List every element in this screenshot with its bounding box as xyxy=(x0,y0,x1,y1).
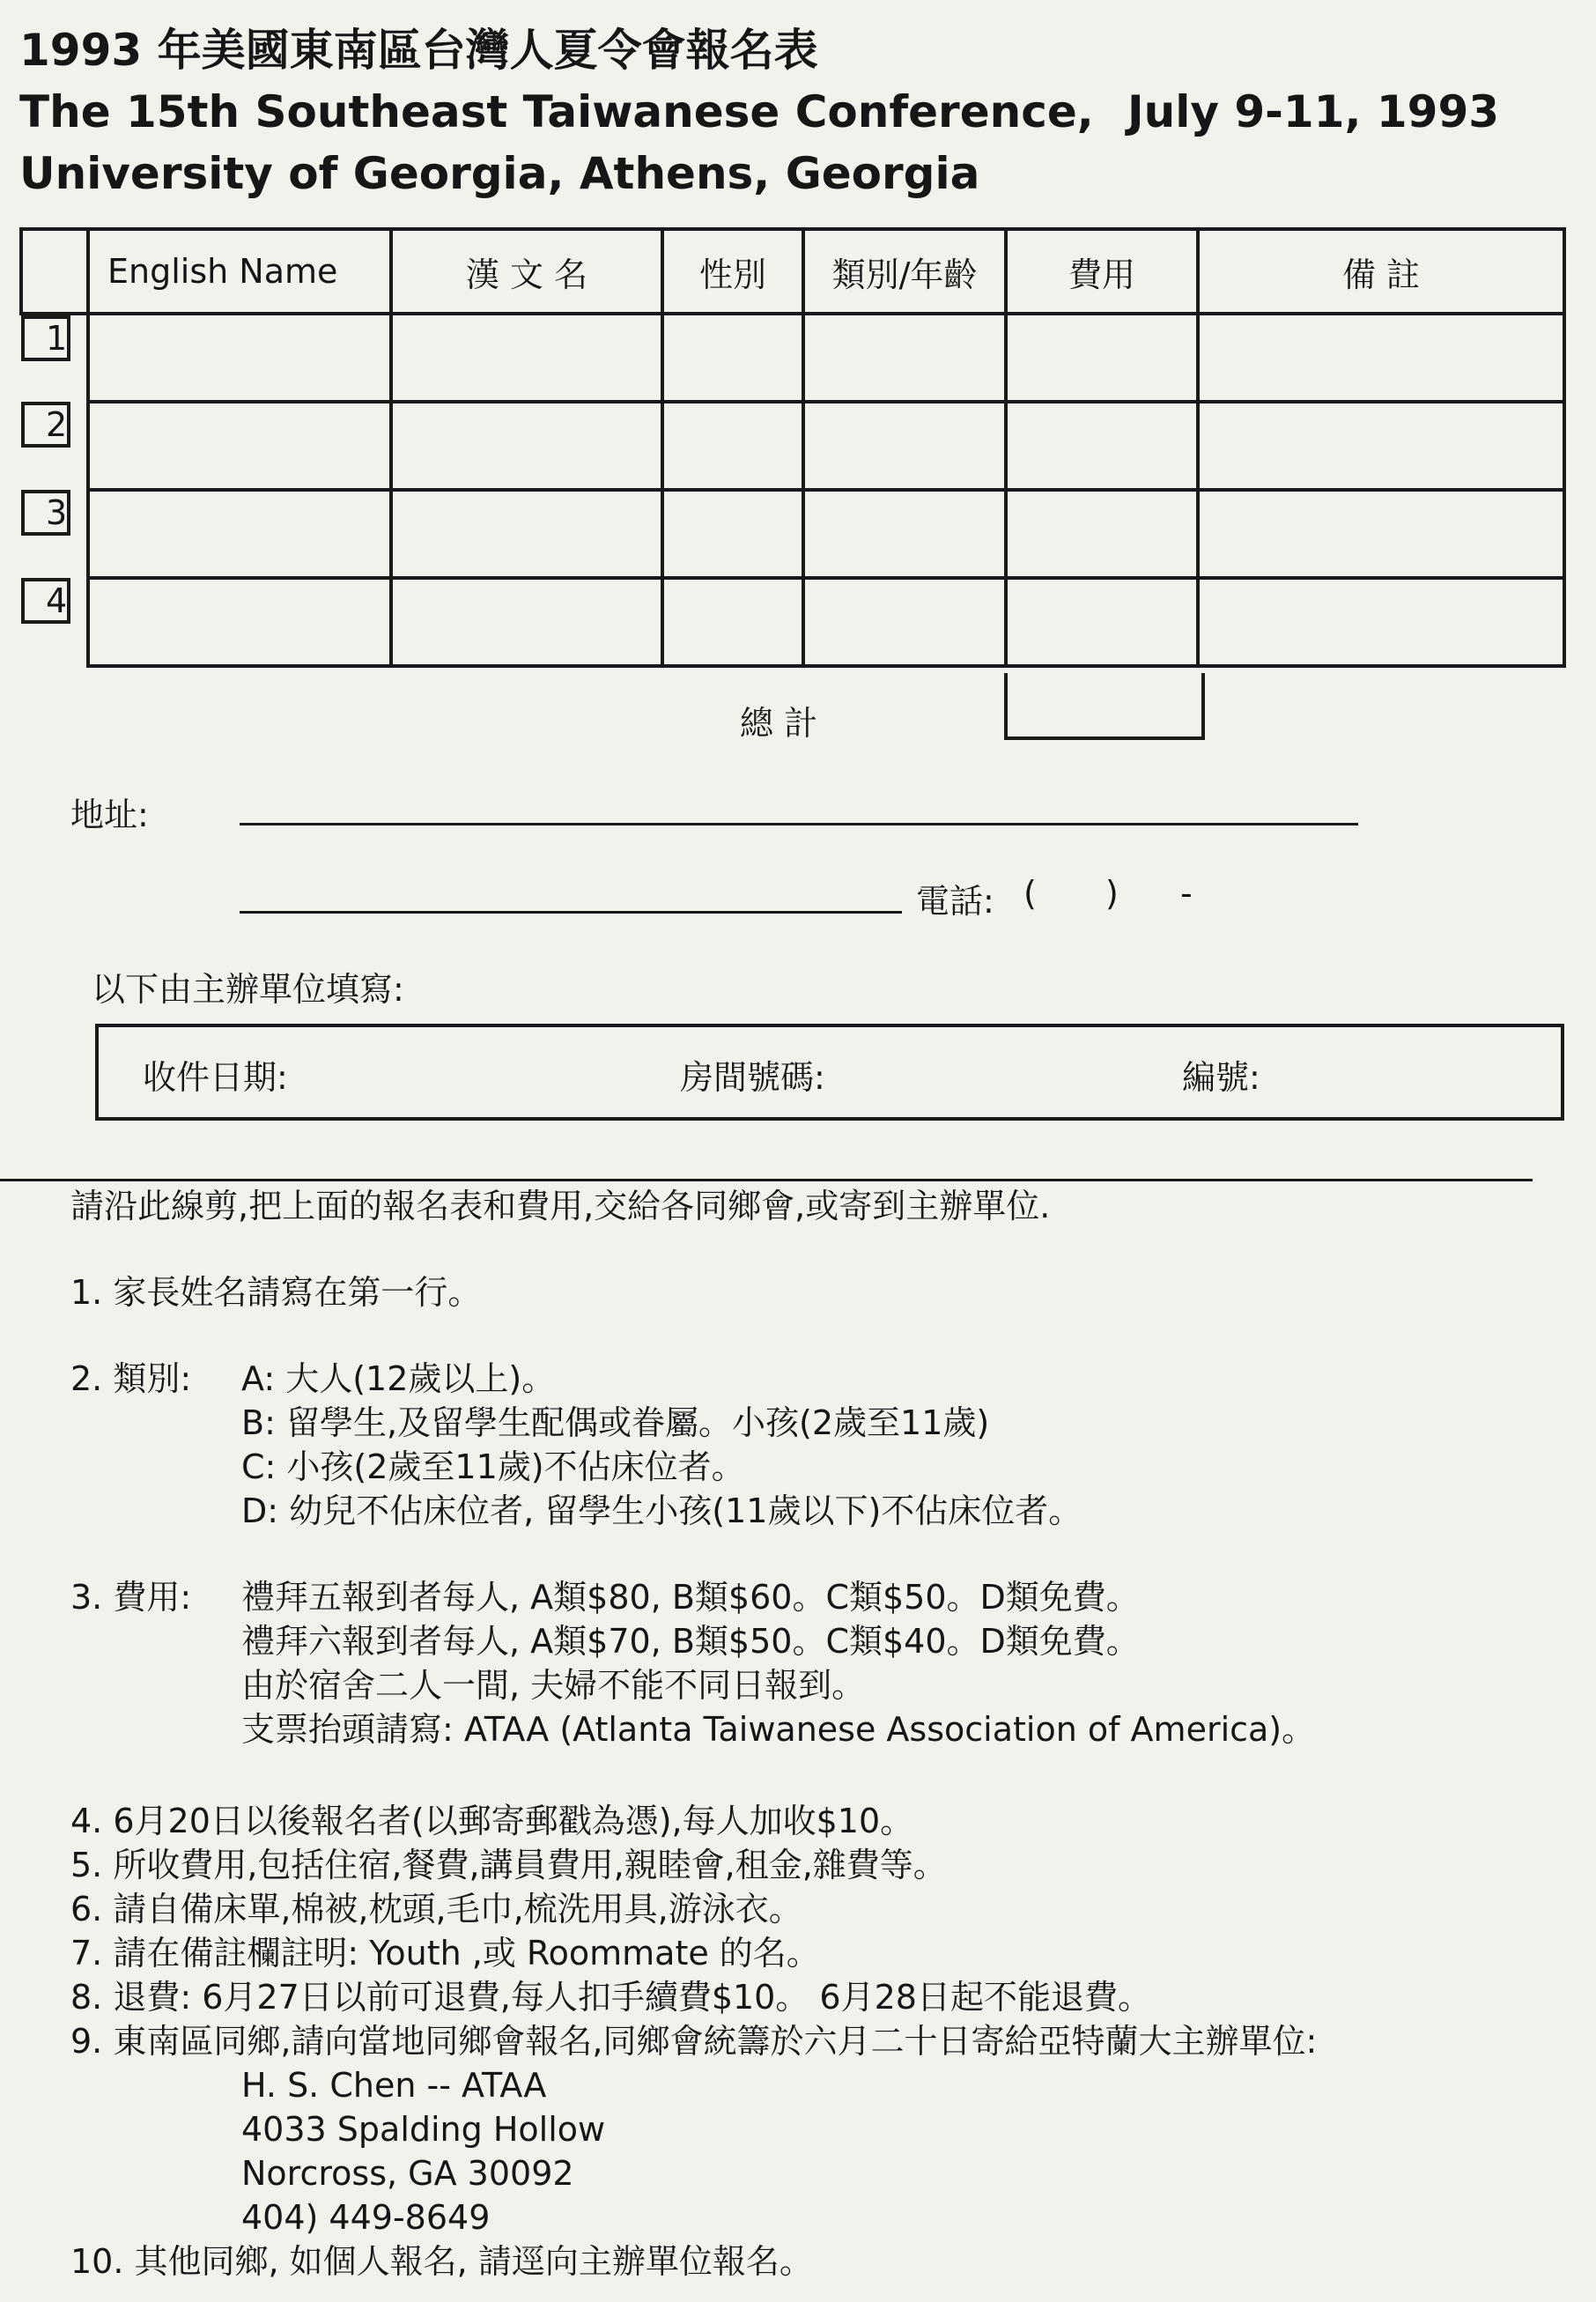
remarks-cell[interactable] xyxy=(1198,578,1564,666)
note-1: 1. 家長姓名請寫在第一行。 xyxy=(70,1273,482,1312)
fee-friday: 禮拜五報到者每人, A類$80, B類$60。C類$50。D類免費。 xyxy=(241,1578,1140,1617)
gender-cell[interactable] xyxy=(662,578,803,666)
cut-line xyxy=(0,1179,1533,1181)
english-name-cell[interactable] xyxy=(88,578,391,666)
table-row xyxy=(21,578,1564,666)
organizer-use-note: 以下由主辦單位填寫: xyxy=(92,970,404,1009)
note-9: 9. 東南區同鄉,請向當地同鄉會報名,同鄉會統籌於六月二十日寄給亞特蘭大主辦單位: xyxy=(70,2022,1318,2061)
english-name-cell[interactable] xyxy=(88,490,391,578)
note-8: 8. 退費: 6月27日以前可退費,每人扣手續費$10。 6月28日起不能退費。 xyxy=(70,1978,1151,2017)
header-number xyxy=(21,229,88,314)
remarks-cell[interactable] xyxy=(1198,490,1564,578)
category-age-cell[interactable] xyxy=(803,314,1006,402)
fee-cell[interactable] xyxy=(1006,402,1198,490)
row-number: 1 xyxy=(21,315,70,361)
category-d: D: 幼兒不佔床位者, 留學生小孩(11歲以下)不佔床位者。 xyxy=(241,1491,1082,1530)
note-10: 10. 其他同鄉, 如個人報名, 請逕向主辦單位報名。 xyxy=(70,2242,813,2281)
phone-area-close: ) xyxy=(1105,874,1119,913)
phone-label: 電話: xyxy=(916,882,994,921)
category-c: C: 小孩(2歲至11歲)不佔床位者。 xyxy=(241,1447,745,1486)
fee-saturday: 禮拜六報到者每人, A類$70, B類$50。C類$40。D類免費。 xyxy=(241,1622,1140,1661)
fee-cell[interactable] xyxy=(1006,490,1198,578)
conference-location: University of Georgia, Athens, Georgia xyxy=(19,148,980,199)
table-row xyxy=(21,314,1564,402)
gender-cell[interactable] xyxy=(662,314,803,402)
table-row xyxy=(21,490,1564,578)
remarks-cell[interactable] xyxy=(1198,314,1564,402)
header-gender: 性別 xyxy=(662,229,803,314)
phone-area-open: ( xyxy=(1023,874,1037,913)
category-b: B: 留學生,及留學生配偶或眷屬。小孩(2歲至11歲) xyxy=(241,1403,990,1442)
note-4: 4. 6月20日以後報名者(以郵寄郵戳為憑),每人加收$10。 xyxy=(70,1802,914,1840)
category-age-cell[interactable] xyxy=(803,578,1006,666)
check-payable-note: 支票抬頭請寫: ATAA (Atlanta Taiwanese Association of America)。 xyxy=(241,1710,1316,1749)
conference-date: July 9-11, 1993 xyxy=(1127,86,1500,137)
row-number: 3 xyxy=(21,490,70,536)
form-title-chinese: 1993 年美國東南區台灣人夏令會報名表 xyxy=(19,25,818,76)
header-chinese-name: 漢 文 名 xyxy=(391,229,662,314)
cut-instruction: 請沿此線剪,把上面的報名表和費用,交給各同鄉會,或寄到主辦單位. xyxy=(70,1187,1051,1225)
note-7: 7. 請在備註欄註明: Youth ,或 Roommate 的名。 xyxy=(70,1934,820,1973)
fee-cell[interactable] xyxy=(1006,578,1198,666)
mail-address-name: H. S. Chen -- ATAA xyxy=(241,2066,547,2105)
english-name-cell[interactable] xyxy=(88,402,391,490)
chinese-name-cell[interactable] xyxy=(391,314,662,402)
mail-address-street: 4033 Spalding Hollow xyxy=(241,2110,606,2149)
row-number: 2 xyxy=(21,402,70,448)
address-label: 地址: xyxy=(70,796,149,834)
room-number-label: 房間號碼: xyxy=(680,1058,825,1097)
english-name-cell[interactable] xyxy=(88,314,391,402)
dorm-note: 由於宿舍二人一間, 夫婦不能不同日報到。 xyxy=(241,1666,866,1705)
phone-dash: - xyxy=(1180,874,1193,913)
remarks-cell[interactable] xyxy=(1198,402,1564,490)
category-age-cell[interactable] xyxy=(803,490,1006,578)
table-row xyxy=(21,402,1564,490)
header-fee: 費用 xyxy=(1006,229,1198,314)
category-age-cell[interactable] xyxy=(803,402,1006,490)
note-3-label: 3. 費用: xyxy=(70,1578,192,1617)
serial-number-label: 編號: xyxy=(1182,1058,1260,1097)
total-label: 總 計 xyxy=(740,704,818,743)
header-remarks: 備 註 xyxy=(1198,229,1564,314)
chinese-name-cell[interactable] xyxy=(391,490,662,578)
address-line-1[interactable] xyxy=(240,823,1358,825)
form-title-conference: The 15th Southeast Taiwanese Conference, xyxy=(19,86,1094,137)
category-a: A: 大人(12歲以上)。 xyxy=(241,1359,556,1398)
office-use-box xyxy=(95,1024,1564,1121)
mail-address-city: Norcross, GA 30092 xyxy=(241,2154,574,2193)
header-english-name: English Name xyxy=(88,229,391,314)
chinese-name-cell[interactable] xyxy=(391,578,662,666)
total-fee-box[interactable] xyxy=(1004,673,1205,740)
note-6: 6. 請自備床單,棉被,枕頭,毛巾,梳洗用具,游泳衣。 xyxy=(70,1890,802,1928)
note-2-label: 2. 類別: xyxy=(70,1359,192,1398)
address-line-2[interactable] xyxy=(240,911,902,914)
row-number: 4 xyxy=(21,578,70,624)
mail-address-phone: 404) 449-8649 xyxy=(241,2198,491,2237)
fee-cell[interactable] xyxy=(1006,314,1198,402)
registration-table xyxy=(19,227,1566,668)
chinese-name-cell[interactable] xyxy=(391,402,662,490)
gender-cell[interactable] xyxy=(662,490,803,578)
received-date-label: 收件日期: xyxy=(143,1058,288,1097)
table-header-row xyxy=(21,229,1564,314)
note-5: 5. 所收費用,包括住宿,餐費,講員費用,親睦會,租金,雜費等。 xyxy=(70,1846,947,1884)
header-category-age: 類別/年齡 xyxy=(803,229,1006,314)
gender-cell[interactable] xyxy=(662,402,803,490)
